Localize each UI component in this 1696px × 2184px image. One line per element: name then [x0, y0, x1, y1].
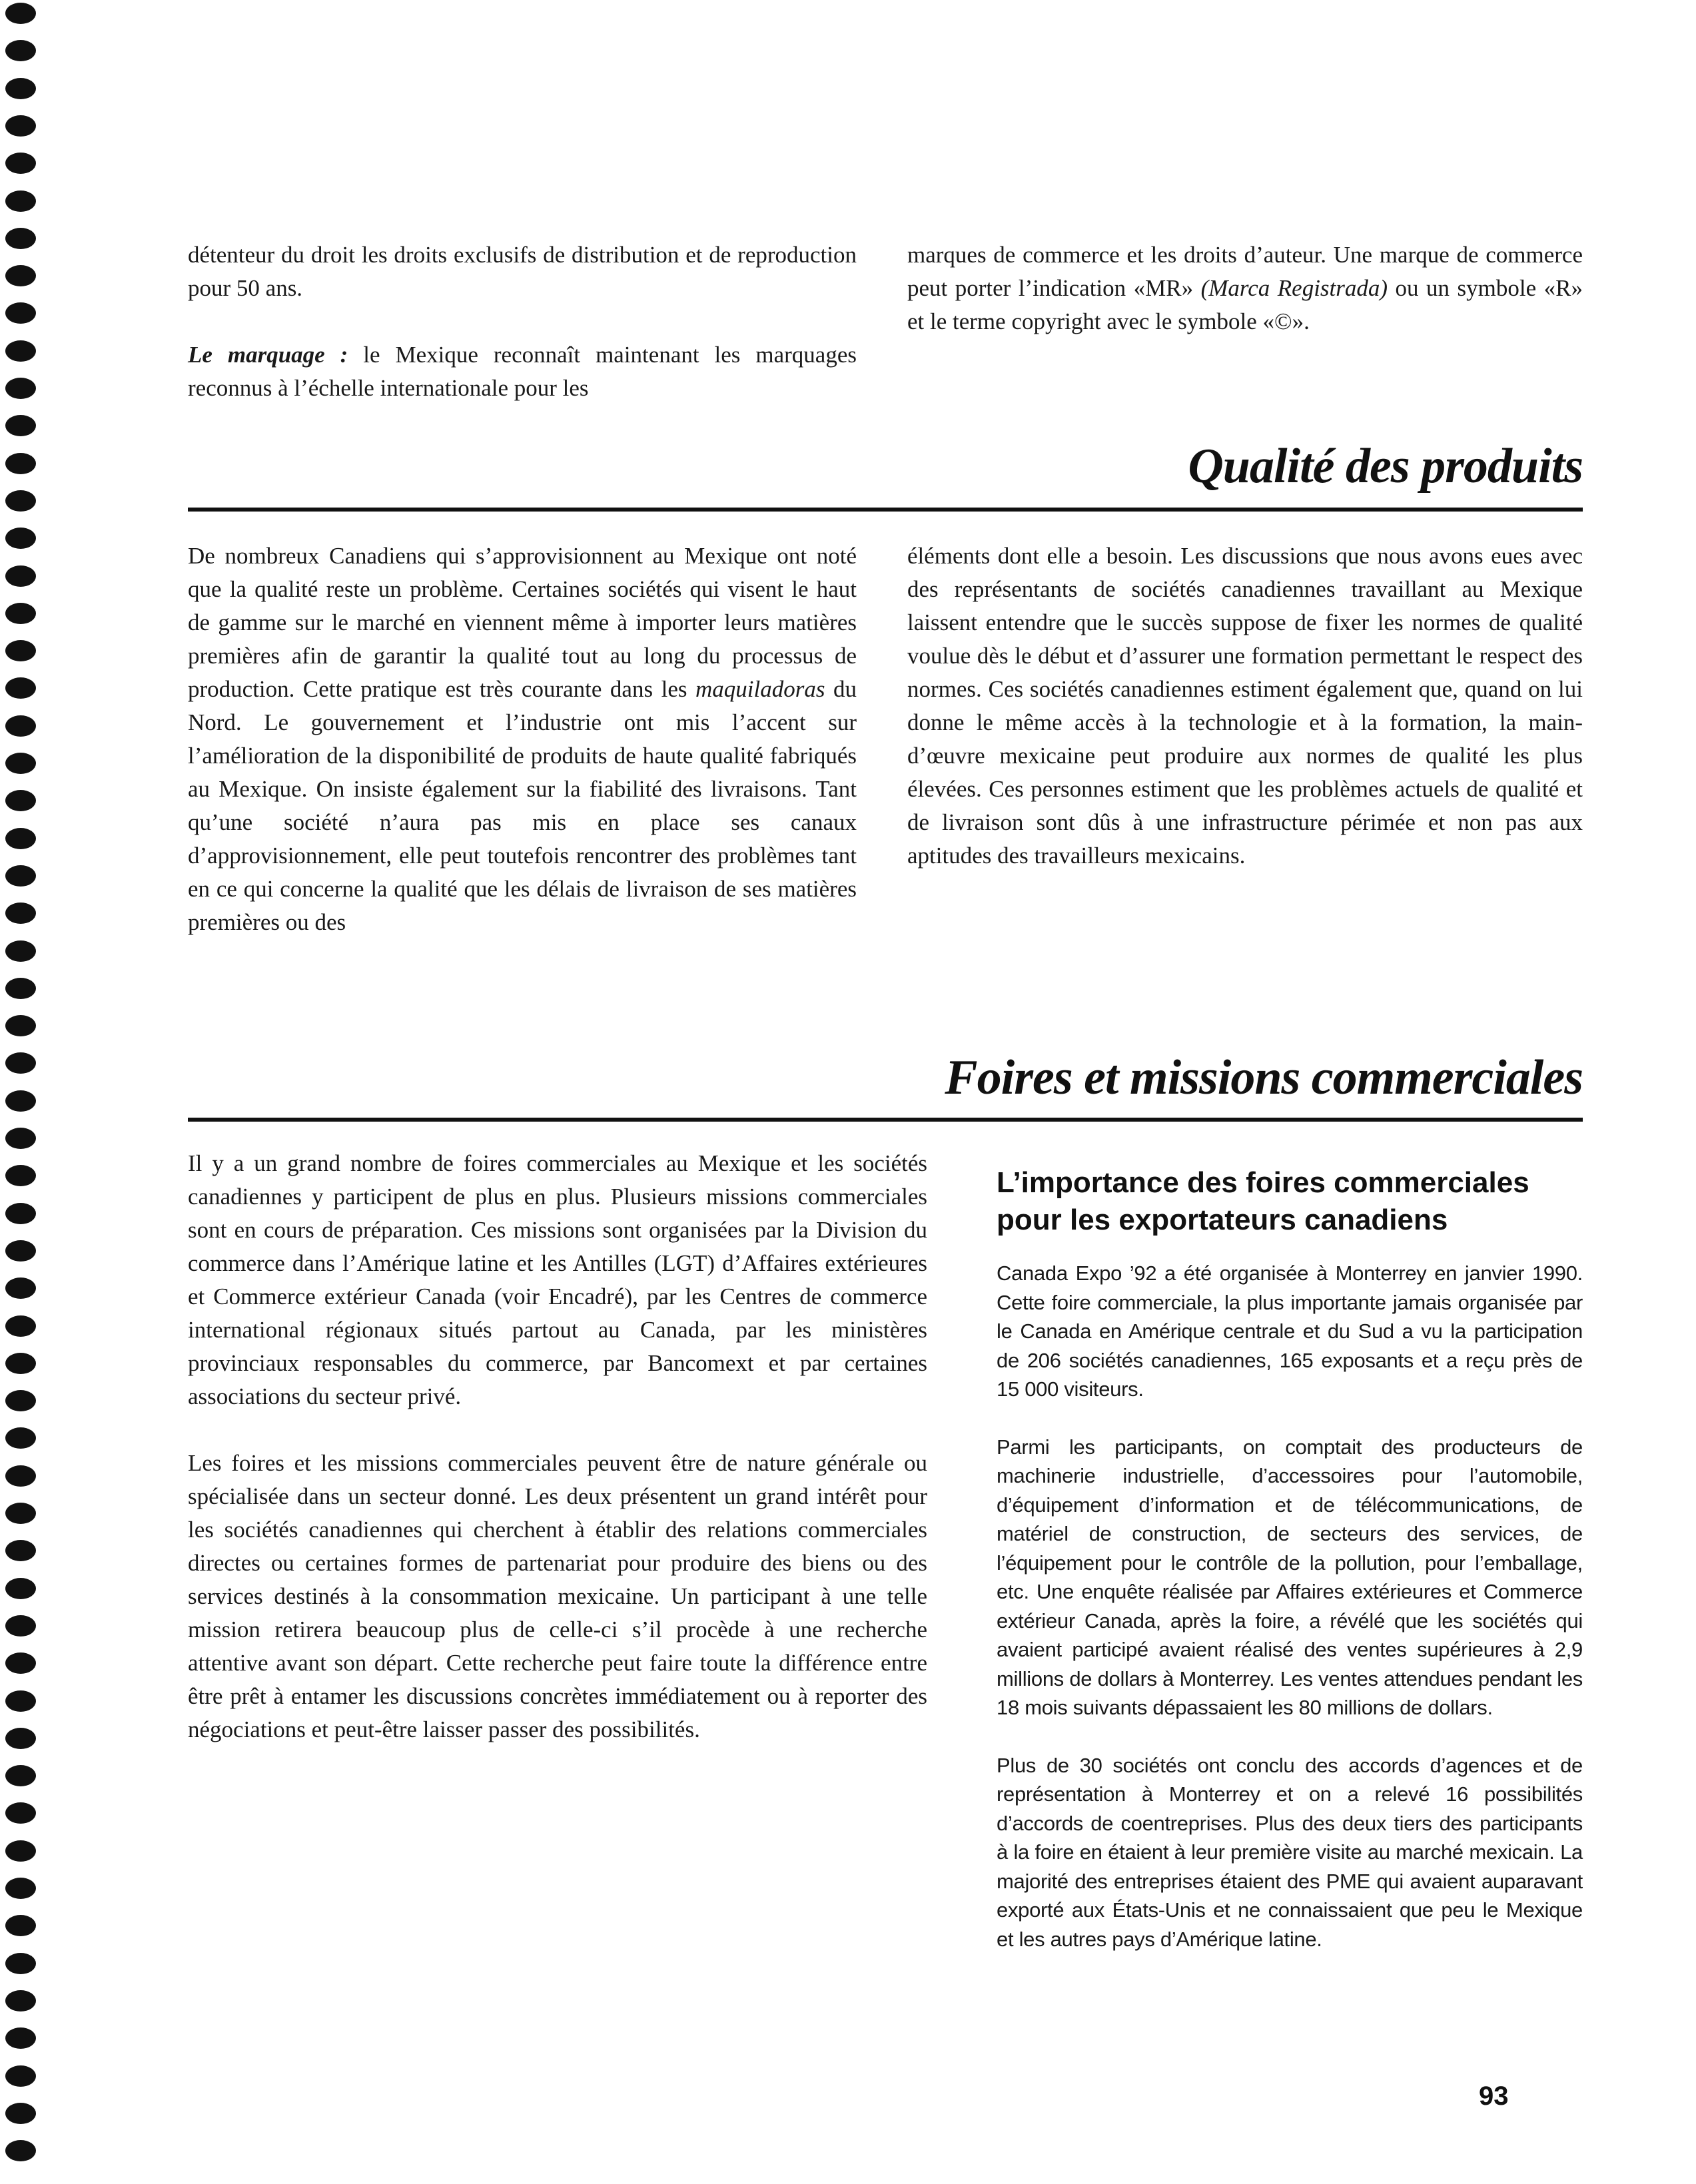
section-rule [188, 508, 1583, 512]
binding-hole [5, 790, 36, 811]
spiral-binding [5, 0, 41, 2184]
binding-hole [5, 190, 36, 212]
section-heading-qualite: Qualité des produits [1188, 439, 1583, 494]
binding-hole [5, 940, 36, 962]
binding-hole [5, 1128, 36, 1149]
top-right-column [907, 238, 1583, 338]
binding-hole [5, 1652, 36, 1674]
paragraph: Parmi les participants, on comptait des producteurs de machinerie industrielle, d’accessoires pour l’automobile, d’équipement d’information et de télécommunications, de matériel de construction, de secteurs des services, de l’équipement pour le contrôle de la pollution, pour l’emballage, etc. Une enquête réalisée par Affaires extérieures et Commerce extérieur Canada, après la foire, a révélé que les sociétés qui avaient participé avaient réalisé des ventes supérieures à 2,9 millions de dollars à Monterrey. Les ventes attendues pendant les 18 mois suivants dépassaient les 80 millions de dollars. [997, 1435, 1583, 1719]
binding-hole [5, 865, 36, 887]
binding-hole [5, 378, 36, 399]
box-title: L’importance des foires commerciales pour les exportateurs canadiens [997, 1166, 1529, 1236]
foires-left-column [188, 1147, 927, 1746]
binding-hole [5, 1578, 36, 1599]
binding-hole [5, 828, 36, 849]
binding-hole [5, 490, 36, 512]
binding-hole [5, 3, 36, 24]
binding-hole [5, 903, 36, 924]
paragraph: Les foires et les missions commerciales peuvent être de nature générale ou spécialisée dans un secteur donné. Les deux présentent un grand intérêt pour les sociétés canadiennes qui cherchent à établir des relations commerciales directes ou certaines formes de partenariat pour produire des biens ou des services destinés à la consommation mexicaine. Un participant à une telle mission retirera beaucoup plus de celle-ci s’il procède à une recherche attentive avant son départ. Cette recherche peut faire toute la différence entre être prêt à entamer les discussions concrètes immédiatement ou à reporter des négociations et peut-être laisser passer des possibilités. [188, 1450, 927, 1742]
text-run: De nombreux Canadiens qui s’approvisionnent au Mexique ont noté que la qualité reste un problème. Certaines sociétés qui visent le haut de gamme sur le marché en viennent même à importer leurs matières premières afin de garantir la qualité tout au long du processus de production. Cette pratique est très courante dans les [188, 543, 857, 702]
binding-hole [5, 1015, 36, 1036]
binding-hole [5, 302, 36, 324]
qualite-right-column [907, 540, 1583, 873]
text-run: du Nord. Le gouvernement et l’industrie ont mis l’accent sur l’amélioration de la disponibilité de produits de haute qualité fabriqués au Mexique. On insiste également sur la fiabilité des livraisons. Tant qu’une société n’aura pas mis en place ses canaux d’approvisionnement, elle peut toutefois rencontrer des problèmes tant en ce qui concerne la qualité que les délais de livraison de ses matières premières ou des [188, 676, 857, 935]
binding-hole [5, 453, 36, 474]
marquage-text: le Mexique reconnaît maintenant les marquages reconnus à l’échelle internationale pour les [188, 342, 857, 401]
qualite-left-column [188, 540, 857, 939]
binding-hole [5, 1802, 36, 1824]
binding-hole [5, 1840, 36, 1862]
binding-hole [5, 1503, 36, 1524]
paragraph [188, 540, 857, 939]
binding-hole [5, 1165, 36, 1186]
binding-hole [5, 677, 36, 699]
text-run: marques de commerce et les droits d’auteur. Une marque de commerce peut porter l’indication «MR» [907, 242, 1583, 301]
binding-hole [5, 1690, 36, 1712]
binding-hole [5, 565, 36, 587]
binding-hole [5, 1315, 36, 1337]
binding-hole [5, 1240, 36, 1262]
italic-run: (Marca Registrada) [1200, 275, 1388, 301]
binding-hole [5, 153, 36, 174]
page-number: 93 [1479, 2081, 1509, 2111]
binding-hole [5, 2027, 36, 2049]
marquage-paragraph [188, 338, 857, 405]
binding-hole [5, 1427, 36, 1449]
binding-hole [5, 1765, 36, 1786]
binding-hole [5, 528, 36, 549]
binding-hole [5, 115, 36, 137]
italic-run: maquiladoras [695, 676, 825, 702]
top-left-column [188, 238, 857, 405]
binding-hole [5, 640, 36, 661]
binding-hole [5, 265, 36, 286]
paragraph: Plus de 30 sociétés ont conclu des accords d’agences et de représentation à Monterrey et on a relevé 16 possibilités d’accords de coentreprises. Plus des deux tiers des participants à la foire en étaient à leur première visite au marché mexicain. La majorité des entreprises étaient des PME qui avaient auparavant exporté aux États-Unis et ne connaissaient que peu le Mexique et les autres pays d’Amérique latine. [997, 1753, 1583, 1951]
paragraph: détenteur du droit les droits exclusifs de distribution et de reproduction pour 50 ans. [188, 242, 857, 301]
binding-hole [5, 415, 36, 436]
binding-hole [5, 1728, 36, 1749]
paragraph: Canada Expo ’92 a été organisée à Monterrey en janvier 1990. Cette foire commerciale, la plus importante jamais organisée par le Canada en Amérique centrale et du Sud a vu la participation de 206 sociétés canadiennes, 165 exposants et a reçu près de 15 000 visiteurs. [997, 1262, 1583, 1401]
binding-hole [5, 1353, 36, 1374]
binding-hole [5, 1615, 36, 1637]
paragraph: Il y a un grand nombre de foires commerciales au Mexique et les sociétés canadiennes y participent de plus en plus. Plusieurs missions commerciales sont en cours de préparation. Ces missions sont organisées par la Division du commerce dans l’Amérique latine et les Antilles (LGT) d’Affaires extérieures et Commerce extérieur Canada (voir Encadré), par les Centres de commerce international régionaux situés partout au Canada, par les ministères provinciaux responsables du commerce, par Bancomext et par certaines associations du secteur privé. [188, 1150, 927, 1409]
binding-hole [5, 340, 36, 362]
binding-hole [5, 1915, 36, 1936]
text-run: ou un symbole «R» et le terme copyright avec le symbole «©». [907, 275, 1583, 334]
binding-hole [5, 78, 36, 99]
marquage-label: Le marquage : [188, 342, 348, 368]
binding-hole [5, 1465, 36, 1487]
binding-hole [5, 715, 36, 737]
binding-hole [5, 1540, 36, 1561]
binding-hole [5, 1990, 36, 2011]
binding-hole [5, 1090, 36, 1112]
binding-hole [5, 2065, 36, 2087]
binding-hole [5, 978, 36, 999]
binding-hole [5, 1953, 36, 1974]
binding-hole [5, 1390, 36, 1411]
binding-hole [5, 603, 36, 624]
box-body [997, 1259, 1583, 1954]
binding-hole [5, 228, 36, 249]
section-heading-foires: Foires et missions commerciales [945, 1050, 1583, 1105]
section-rule [188, 1118, 1583, 1122]
binding-hole [5, 40, 36, 61]
binding-hole [5, 1052, 36, 1074]
binding-hole [5, 1277, 36, 1299]
binding-hole [5, 2140, 36, 2161]
binding-hole [5, 1878, 36, 1899]
paragraph: éléments dont elle a besoin. Les discussions que nous avons eues avec des représentants de sociétés canadiennes travaillant au Mexique laissent entendre que le succès suppose de fixer les normes de qualité voulue dès le début et d’assurer une formation permettant le respect des normes. Ces sociétés canadiennes estiment également que, quand on lui donne le même accès à la technologie et à la formation, la main-d’œuvre mexicaine peut produire aux normes de qualité les plus élevées. Ces personnes estiment que les problèmes actuels de qualité et de livraison sont dûs à une infrastructure périmée et non pas aux aptitudes des travailleurs mexicains. [907, 543, 1583, 869]
paragraph [907, 238, 1583, 338]
binding-hole [5, 753, 36, 774]
binding-hole [5, 1203, 36, 1224]
binding-hole [5, 2103, 36, 2124]
